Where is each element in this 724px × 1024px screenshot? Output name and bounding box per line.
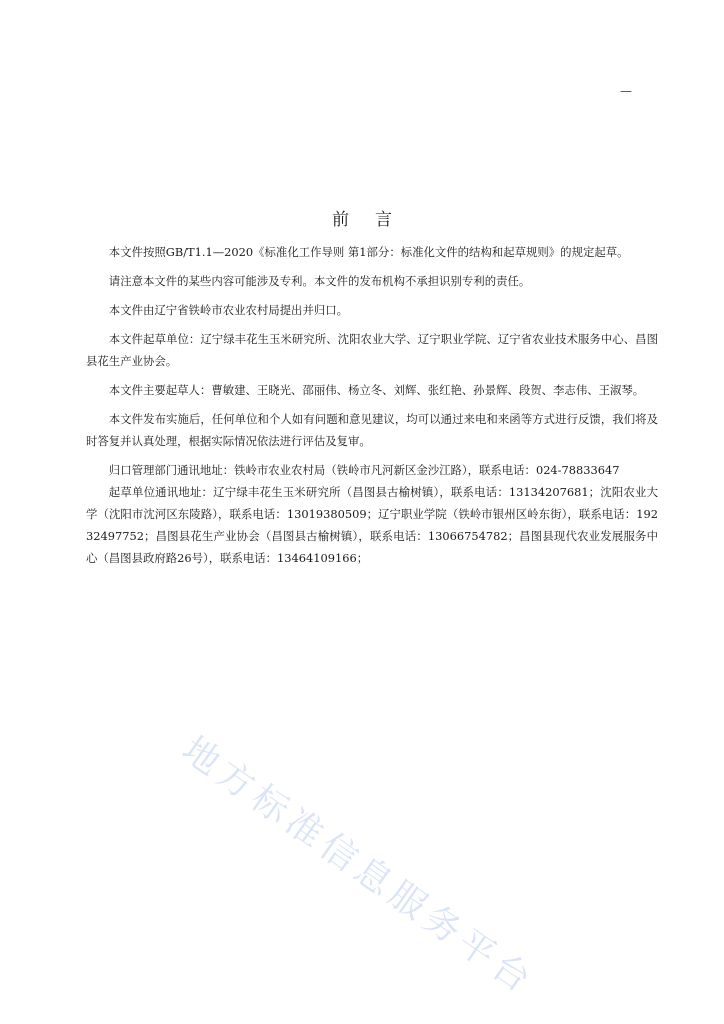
paragraph-drafting-unit-addresses: 起草单位通讯地址：辽宁绿丰花生玉米研究所（昌图县古榆树镇），联系电话：13134207681；沈阳农业大学（沈阳市沈河区东陵路），联系电话：13019380509；辽宁职业学院（铁岭市银州区岭东街），联系电话：19232497752；昌图县花生产业协会（昌图县古榆树镇），联系电话：13066754782；昌图县现代农业发展服务中心（昌图县政府路26号），联系电话：13464109166； — [86, 485, 658, 565]
paragraph-patent-notice: 请注意本文件的某些内容可能涉及专利。本文件的发布机构不承担识别专利的责任。 — [108, 274, 531, 288]
page-mark: — — [620, 84, 632, 98]
watermark: 地方标准信息服务平台 — [174, 729, 543, 1004]
document-body — [86, 241, 658, 569]
paragraph-proposer: 本文件由辽宁省铁岭市农业农村局提出并归口。 — [108, 303, 349, 317]
paragraph-drafters: 本文件主要起草人：曹敏建、王晓光、邵丽伟、杨立冬、刘辉、张红艳、孙景辉、段贺、李志伟、王淑琴。 — [108, 383, 645, 397]
page-title: 前言 — [332, 210, 418, 230]
paragraph-drafting-rules: 本文件按照GB/T1.1—2020《标准化工作导则 第1部分：标准化文件的结构和起草规则》的规定起草。 — [108, 245, 629, 259]
paragraph-authority-address: 归口管理部门通讯地址：铁岭市农业农村局（铁岭市凡河新区金沙江路），联系电话：024-78833647 — [108, 463, 620, 477]
paragraph-feedback: 本文件发布实施后，任何单位和个人如有问题和意见建议，均可以通过来电和来函等方式进行反馈，我们将及时答复并认真处理，根据实际情况依法进行评估及复审。 — [86, 412, 658, 448]
paragraph-drafting-units: 本文件起草单位：辽宁绿丰花生玉米研究所、沈阳农业大学、辽宁职业学院、辽宁省农业技术服务中心、昌图县花生产业协会。 — [86, 332, 658, 368]
